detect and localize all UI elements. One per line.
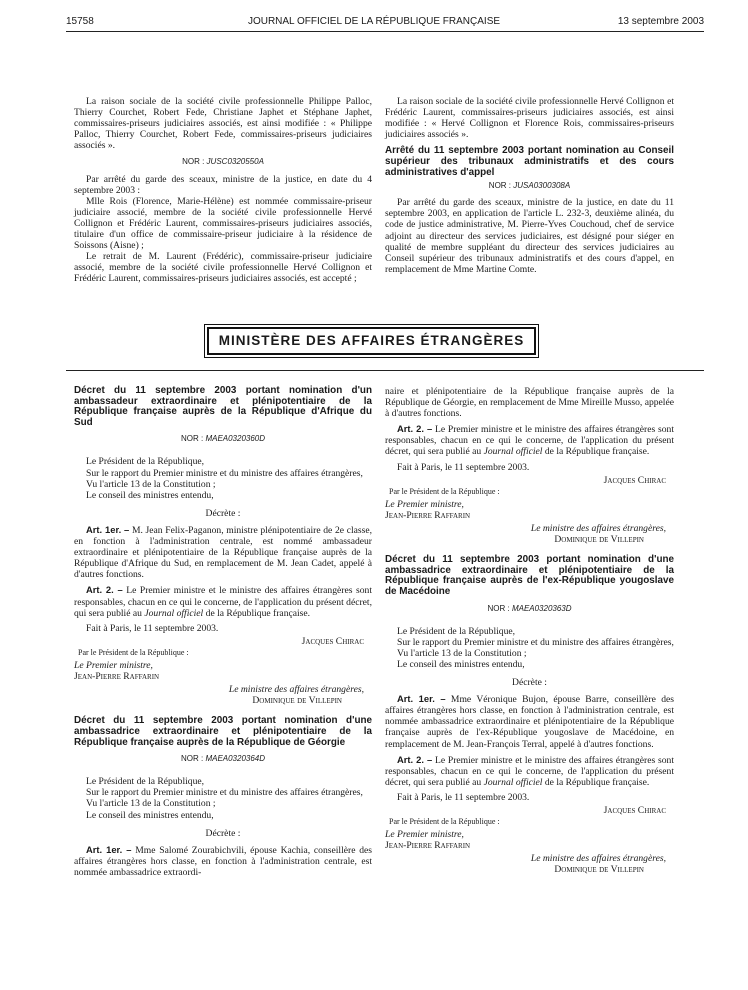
pm-title: Le Premier ministre, [385,829,464,841]
preamble-rapport: Sur le rapport du Premier ministre et du ministre des affaires étrangères, [397,636,674,648]
nor-code: JUSC0320550A [206,157,264,167]
bottom-right-column [385,386,674,876]
article-2: Art. 2. – Le Premier ministre et le ministre des affaires étrangères sont responsables, chacun en ce qui le concerne, de l'application du présent décret, qui sera publié au Journal officiel de la République française. [385,423,674,458]
journal-title: JOURNAL OFFICIEL DE LA RÉPUBLIQUE FRANÇAISE [247,16,501,27]
minister-name: Dominique de Villepin [554,534,644,546]
paragraph: Par arrêté du garde des sceaux, ministre de la justice, en date du 11 septembre 2003, en application de l'article L. 232-3, deuxième alinéa, du code de justice administrative, M. Pierre-Yves Couchoud, chef de service adjoint au directeur des services judiciaires, est désigné pour siéger en qualité de membre suppléant du directeur des services judiciaires au Conseil supérieur des tribunaux administratifs et des cours d'appel, en remplacement de Mme Martine Comte. [385,197,674,275]
preamble-president: Le Président de la République, [86,456,205,468]
preamble-conseil: Le conseil des ministres entendu, [86,809,214,821]
section-rule [66,370,704,371]
preamble-conseil: Le conseil des ministres entendu, [86,489,214,501]
paragraph: Par arrêté du garde des sceaux, ministre de la justice, en date du 4 septembre 2003 : [74,173,372,196]
preamble-rapport: Sur le rapport du Premier ministre et du ministre des affaires étrangères, [86,467,363,479]
paragraph: La raison sociale de la société civile professionnelle Philippe Palloc, Thierry Courchet, Robert Fede, Christiane Japhet et Stéphane Japhet, commissaires-priseurs judiciaires associés, est ainsi modifiée : « Philippe Palloc, Thierry Courchet, Robert Fede, commissaires-priseurs judiciaires associés ». [74,96,372,152]
preamble-conseil: Le conseil des ministres entendu, [397,658,525,670]
top-right-column [385,96,674,275]
par-le-president: Par le Président de la République : [78,647,189,657]
nor-reference: NOR : JUSA0300308A [488,181,571,191]
article-2: Art. 2. – Le Premier ministre et le ministre des affaires étrangères sont responsables, chacun en ce qui le concerne, de l'application du présent décret, qui sera publié au Journal officiel de la République française. [74,584,372,619]
article-2: Art. 2. – Le Premier ministre et le ministre des affaires étrangères sont responsables, chacun en ce qui le concerne, de l'application du présent décret, qui sera publié au Journal officiel de la République française. [385,753,674,788]
minister-name: Dominique de Villepin [554,864,644,876]
nor-reference: NOR : MAEA0320360D [180,434,266,444]
decree-title: Décret du 11 septembre 2003 portant nomination d'une ambassadrice extraordinaire et plénipotentiaire de la République française auprès de la République de Géorgie [74,715,372,748]
nor-reference: NOR : MAEA0320364D [180,754,266,764]
arrete-title: Arrêté du 11 septembre 2003 portant nomination au Conseil supérieur des tribunaux administratifs et des cours administratives d'appel [385,145,674,178]
fait-a-paris: Fait à Paris, le 11 septembre 2003. [397,791,530,803]
ministry-banner: MINISTÈRE DES AFFAIRES ÉTRANGÈRES [207,327,536,355]
preamble-rapport: Sur le rapport du Premier ministre et du ministre des affaires étrangères, [86,787,363,799]
article-1: Art. 1er. – Mme Véronique Bujon, épouse Barre, conseillère des affaires étrangères hors classe, en fonction à l'administration centrale, est nommée ambassadrice extraordinaire et plénipotentiaire de la République française auprès de l'ex-République yougoslave de Macédoine, en remplacement de M. Jean-François Terral, appelé à d'autres fonctions. [385,693,674,750]
nor-code: JUSA0300308A [513,181,571,191]
pm-title: Le Premier ministre, [385,498,464,510]
decrete: Décrète : [205,507,241,519]
nor-reference: NOR : JUSC0320550A [182,157,264,167]
page-number: 15758 [66,16,94,27]
minister-title: Le ministre des affaires étrangères, [530,853,666,865]
fait-a-paris: Fait à Paris, le 11 septembre 2003. [397,461,530,473]
bottom-left-column [74,386,372,878]
article-1: Art. 1er. – Mme Salomé Zourabichvili, épouse Kachia, conseillère des affaires étrangères hors classe, en fonction à l'administration centrale, est nommée ambassadrice extraordi- [74,843,372,878]
pm-title: Le Premier ministre, [74,659,153,671]
par-le-president: Par le Président de la République : [389,817,500,827]
signature-president: Jacques Chirac [301,635,364,647]
minister-name: Dominique de Villepin [252,695,342,707]
signature-president: Jacques Chirac [603,805,666,816]
preamble-vu: Vu l'article 13 de la Constitution ; [397,647,527,659]
decree-title: Décret du 11 septembre 2003 portant nomination d'un ambassadeur extraordinaire et plénipotentiaire de la République française auprès de la République d'Afrique du Sud [74,385,372,428]
nor-code: MAEA0320363D [511,603,572,613]
pm-name: Jean-Pierre Raffarin [74,671,160,683]
pm-name: Jean-Pierre Raffarin [385,509,471,521]
decrete: Décrète : [205,827,241,839]
top-left-column [74,96,372,285]
preamble-president: Le Président de la République, [86,776,205,788]
paragraph: Le retrait de M. Laurent (Frédéric), commissaire-priseur judiciaire associé, membre de la société civile professionnelle Hervé Collignon et Frédéric Laurent, commissaires-priseurs judiciaires associés, est accepté ; [74,251,372,285]
minister-title: Le ministre des affaires étrangères, [530,523,666,535]
article-1-continued: naire et plénipotentiaire de la République française auprès de la République de Géorgie, en remplacement de Mme Mireille Musso, appelée à d'autres fonctions. [385,386,674,420]
nor-reference: NOR : MAEA0320363D [487,603,572,613]
preamble-vu: Vu l'article 13 de la Constitution ; [86,798,216,810]
signature-president: Jacques Chirac [603,474,666,486]
article-1: Art. 1er. – M. Jean Felix-Paganon, ministre plénipotentiaire de 2e classe, en fonction à l'administration centrale, est nommé ambassadeur extraordinaire et plénipotentiaire de la République française auprès de la République d'Afrique du Sud, en remplacement de M. Jean Cadet, appelé à d'autres fonctions. [74,523,373,581]
preamble-president: Le Président de la République, [397,625,516,637]
header-rule [66,31,704,32]
issue-date: 13 septembre 2003 [617,16,704,27]
paragraph: Mlle Rois (Florence, Marie-Hélène) est nommée commissaire-priseur judiciaire associé, membre de la société civile professionnelle Hervé Collignon et Frédéric Laurent, commissaires-priseurs judiciaires associés, titulaire d'un office de commissaire-priseur judiciaire à la résidence de Soissons (Aisne) ; [74,195,372,252]
paragraph: La raison sociale de la société civile professionnelle Hervé Collignon et Frédéric Laurent, commissaires-priseurs judiciaires associés, est ainsi modifiée : « Hervé Collignon et Florence Rois, commissaires-priseurs judiciaires associés ». [385,96,674,141]
decrete: Décrète : [512,677,547,689]
pm-name: Jean-Pierre Raffarin [385,840,471,852]
par-le-president: Par le Président de la République : [389,486,500,496]
preamble-vu: Vu l'article 13 de la Constitution ; [86,478,216,490]
minister-title: Le ministre des affaires étrangères, [228,684,364,696]
fait-a-paris: Fait à Paris, le 11 septembre 2003. [86,622,219,634]
nor-code: MAEA0320364D [205,754,266,764]
nor-code: MAEA0320360D [205,434,266,444]
decree-title: Décret du 11 septembre 2003 portant nomination d'une ambassadrice extraordinaire et plénipotentiaire de la République française auprès de l'ex-République yougoslave de Macédoine [385,554,674,597]
